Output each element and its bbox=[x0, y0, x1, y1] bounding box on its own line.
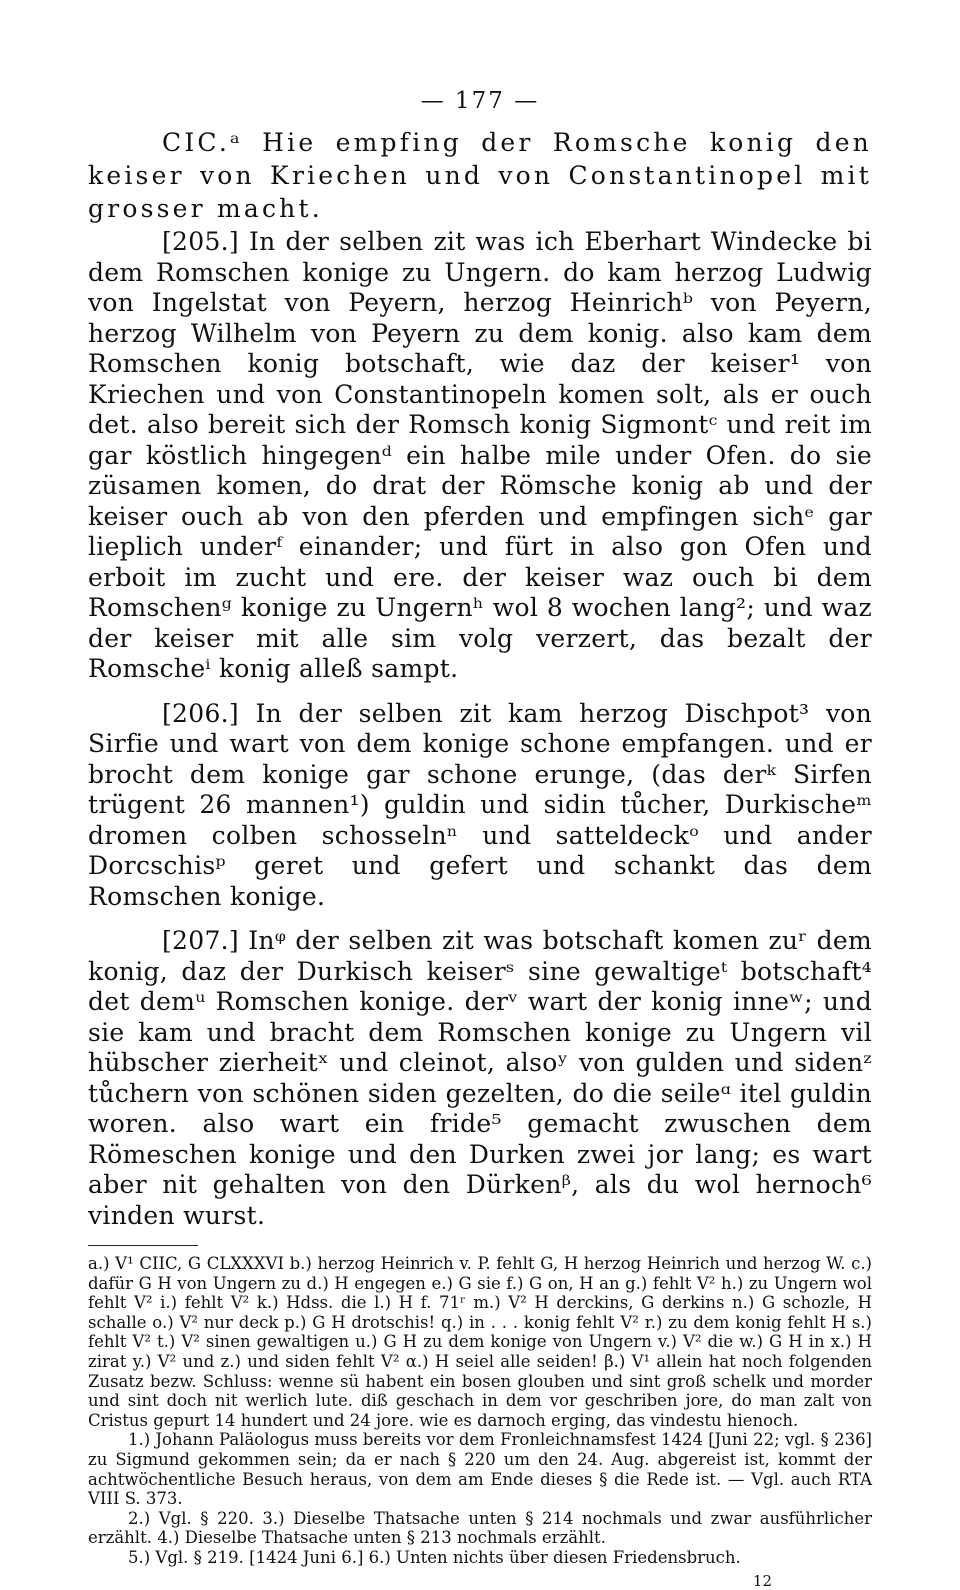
footnote-2-4: 2.) Vgl. § 220. 3.) Dieselbe Thatsache unten § 214 nochmals und zwar ausführlicher erzählt. 4.) Dieselbe Thatsache unten § 213 nochmals erzählt. bbox=[88, 1508, 872, 1548]
page-number: — 177 — bbox=[420, 88, 540, 114]
paragraph-207: [207.] Inᵠ der selben zit was botschaft komen zuʳ dem konig, daz der Durkisch keiserˢ sine gewaltigeᵗ botschaft⁴ det demᵘ Romschen konige. derᵛ wart der konig inneʷ; und sie kam und bracht dem Romschen konige zu Ungern vil hübscher zierheitˣ und cleinot, alsoʸ von gulden und sidenᶻ tůchern von schönen siden gezelten, do die seileᵅ itel guldin woren. also wart ein fride⁵ gemacht zwuschen dem Römeschen konige und den Durken zwei jor lang; es wart aber nit gehalten von den Dürkenᵝ, als du wol hernoch⁶ vinden wurst. bbox=[88, 926, 872, 1230]
page-body bbox=[88, 88, 872, 1590]
variant-apparatus: a.) V¹ CIIC, G CLXXXVI b.) herzog Heinrich v. P. fehlt G, H herzog Heinrich und herzog W. c.) dafür G H von Ungern zu d.) H engegen e.) G sie f.) G on, H an g.) fehlt V² h.) zu Ungern wol fehlt V² i.) fehlt V² k.) Hdss. die l.) H f. 71ʳ m.) V² H derckins, G derkins n.) G schozle, H schalle o.) V² nur deck p.) G H drotschis! q.) in . . . konig fehlt V² r.) zu dem konig fehlt H s.) fehlt V² t.) V² sinen gewaltigen u.) G H zu dem konige von Ungern v.) V² die w.) G H in x.) H zirat y.) V² und z.) und siden fehlt V² α.) H seiel alle seiden! β.) V¹ allein hat noch folgenden Zusatz bezw. Schluss: wenne sü habent ein bosen glouben und sint groß schelk und morder und sint doch nit werlich lute. diß geschach in dem vor geschriben jore, do man zalt von Cristus gepurt 14 hundert und 24 jore. wie es darnoch erging, das vindestu hienoch. bbox=[88, 1254, 872, 1430]
chapter-heading: CIC.ᵃ Hie empfing der Romsche konig den keiser von Kriechen und von Constantinopel mit grosser macht. bbox=[88, 128, 872, 223]
footnote-divider bbox=[88, 1245, 198, 1246]
footnote-1: 1.) Johann Paläologus muss bereits vor dem Fronleichnamsfest 1424 [Juni 22; vgl. § 236] zu Sigmund gekommen sein; da er nach § 220 um den 24. Aug. abgereist ist, kommt der achtwöchentliche Besuch heraus, von dem am Ende dieses § die Rede ist. — Vgl. auch RTA VIII S. 373. bbox=[88, 1430, 872, 1509]
paragraph-205: [205.] In der selben zit was ich Eberhart Windecke bi dem Romschen konige zu Ungern. do kam herzog Ludwig von Ingelstat von Peyern, herzog Heinrichᵇ von Peyern, herzog Wilhelm von Peyern zu dem konig. also kam dem Romschen konig botschaft, wie daz der keiser¹ von Kriechen und von Constantinopeln komen solt, als er ouch det. also bereit sich der Romsch konig Sigmontᶜ und reit im gar köstlich hingegenᵈ ein halbe mile under Ofen. do sie züsamen komen, do drat der Römsche konig ab und der keiser ouch ab von den pferden und empfingen sichᵉ gar lieplich underᶠ einander; und fürt in also gon Ofen und erboit im zucht und ere. der keiser waz ouch bi dem Romschenᵍ konige zu Ungernʰ wol 8 wochen lang²; und waz der keiser mit alle sim volg verzert, das bezalt der Romscheⁱ konig alleß sampt. bbox=[88, 227, 872, 683]
signature-mark: 12 bbox=[752, 1571, 772, 1590]
paragraph-206: [206.] In der selben zit kam herzog Dischpot³ von Sirfie und wart von dem konige schone empfangen. und er brocht dem konige gar schone erunge, (das derᵏ Sirfen trügent 26 mannen¹) guldin und sidin tůcher, Durkischeᵐ dromen colben schosselnⁿ und satteldeckᵒ und ander Dorcschisᵖ geret und gefert und schankt das dem Romschen konige. bbox=[88, 698, 872, 911]
footnote-5-6: 5.) Vgl. § 219. [1424 Juni 6.] 6.) Unten nichts über diesen Friedensbruch. bbox=[128, 1547, 741, 1567]
